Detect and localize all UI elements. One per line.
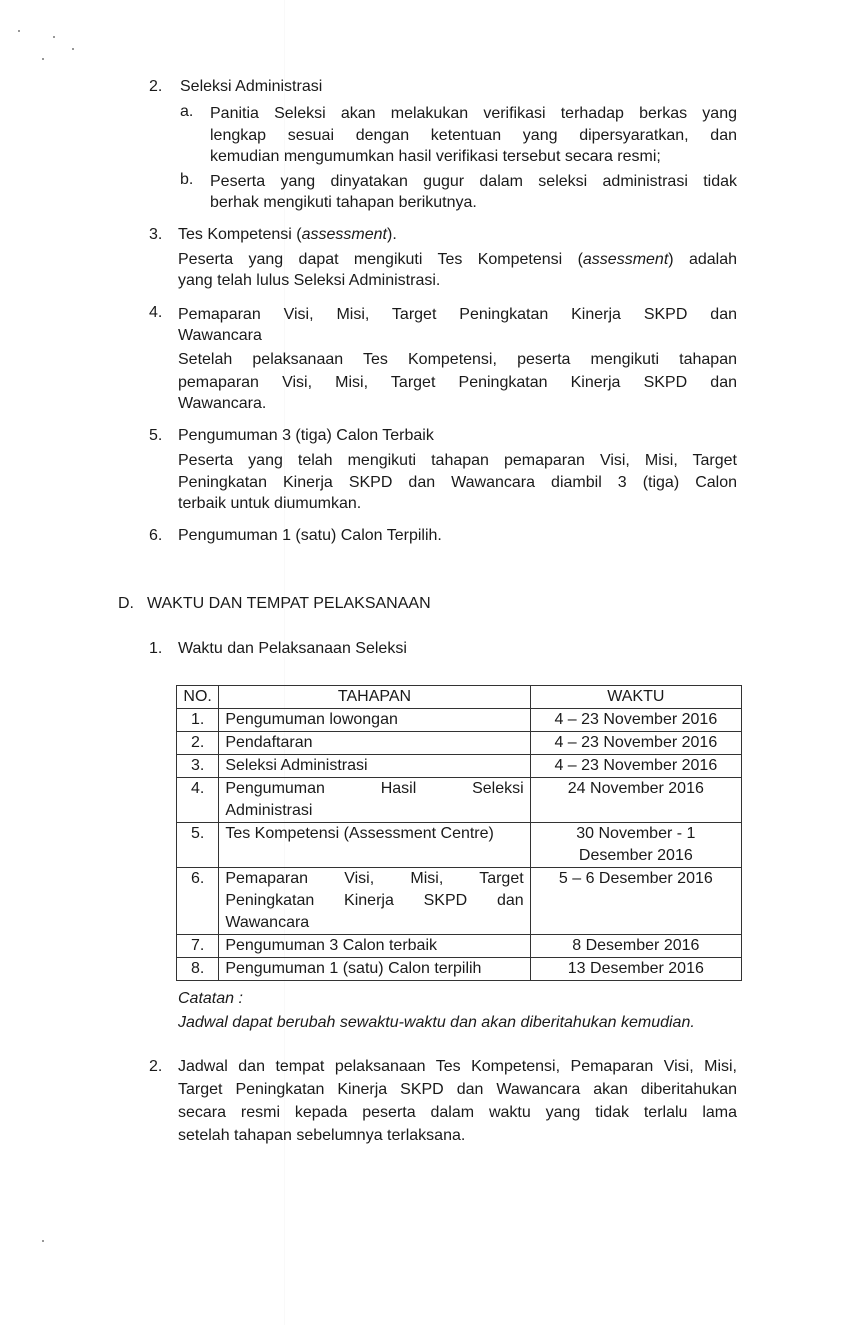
cell-no: 1. xyxy=(177,709,219,732)
item-number: 1. xyxy=(149,640,163,657)
paragraph-line: Setelah pelaksanaan Tes Kompetensi, peserta mengikuti tahapan xyxy=(178,351,737,368)
scan-speck xyxy=(72,48,74,50)
header-tahapan: TAHAPAN xyxy=(219,686,530,709)
table-row xyxy=(177,709,742,732)
table-row xyxy=(177,823,742,868)
cell-stage: Pengumuman 1 (satu) Calon terpilih xyxy=(219,958,530,981)
cell-no: 7. xyxy=(177,935,219,958)
subitem-marker: b. xyxy=(180,171,194,188)
table-row xyxy=(177,732,742,755)
table-row xyxy=(177,868,742,935)
section-marker: D. xyxy=(118,595,134,612)
cell-stage: Tes Kompetensi (Assessment Centre) xyxy=(219,823,530,868)
cell-stage-line: Peningkatan Kinerja SKPD dan xyxy=(225,892,524,909)
item-title-line: Wawancara xyxy=(178,327,262,344)
paragraph-line: Panitia Seleksi akan melakukan verifikasi terhadap berkas yang xyxy=(210,105,737,122)
cell-stage-line: Pemaparan Visi, Misi, Target xyxy=(225,870,524,887)
cell-time: 4 – 23 November 2016 xyxy=(530,755,741,778)
cell-time xyxy=(530,823,741,868)
item-title-line: Pemaparan Visi, Misi, Target Peningkatan Kinerja SKPD dan xyxy=(178,306,737,323)
cell-stage xyxy=(219,868,530,935)
table-row xyxy=(177,935,742,958)
cell-no: 5. xyxy=(177,823,219,868)
cell-stage-line: Wawancara xyxy=(225,914,310,931)
item-number: 3. xyxy=(149,226,163,243)
scan-speck xyxy=(53,36,55,38)
paragraph-line: yang telah lulus Seleksi Administrasi. xyxy=(178,272,441,289)
header-waktu: WAKTU xyxy=(530,686,741,709)
item-title: Tes Kompetensi (assessment). xyxy=(178,226,397,243)
paragraph-line: berhak mengikuti tahapan berikutnya. xyxy=(210,194,477,211)
item-number: 6. xyxy=(149,527,163,544)
scan-speck xyxy=(18,30,20,32)
paragraph-line: kemudian mengumumkan hasil verifikasi tersebut secara resmi; xyxy=(210,148,661,165)
table-row xyxy=(177,778,742,823)
schedule-table xyxy=(176,685,742,981)
cell-no: 6. xyxy=(177,868,219,935)
note-text: Jadwal dapat berubah sewaktu-waktu dan akan diberitahukan kemudian. xyxy=(178,1014,695,1031)
paragraph-line: pemaparan Visi, Misi, Target Peningkatan Kinerja SKPD dan xyxy=(178,374,737,391)
cell-time: 8 Desember 2016 xyxy=(530,935,741,958)
paragraph-line: Target Peningkatan Kinerja SKPD dan Wawancara akan diberitahukan xyxy=(178,1081,737,1098)
item-number: 2. xyxy=(149,78,163,95)
table-row xyxy=(177,755,742,778)
cell-no: 4. xyxy=(177,778,219,823)
item-number: 5. xyxy=(149,427,163,444)
scan-speck xyxy=(42,1240,44,1242)
paragraph-line: Jadwal dan tempat pelaksanaan Tes Kompetensi, Pemaparan Visi, Misi, xyxy=(178,1058,737,1075)
cell-stage: Seleksi Administrasi xyxy=(219,755,530,778)
paragraph-line: setelah tahapan sebelumnya terlaksana. xyxy=(178,1127,466,1144)
table-row xyxy=(177,958,742,981)
cell-stage: Pengumuman lowongan xyxy=(219,709,530,732)
item-title: Pengumuman 1 (satu) Calon Terpilih. xyxy=(178,527,442,544)
item-number: 4. xyxy=(149,304,163,321)
cell-time: 13 Desember 2016 xyxy=(530,958,741,981)
section-heading: WAKTU DAN TEMPAT PELAKSANAAN xyxy=(147,595,431,612)
table-header-row xyxy=(177,686,742,709)
cell-no: 8. xyxy=(177,958,219,981)
cell-no: 2. xyxy=(177,732,219,755)
item-title: Waktu dan Pelaksanaan Seleksi xyxy=(178,640,407,657)
cell-stage: Pengumuman 3 Calon terbaik xyxy=(219,935,530,958)
item-title: Seleksi Administrasi xyxy=(180,78,323,95)
subitem-marker: a. xyxy=(180,103,194,120)
cell-time-line: 30 November - 1 xyxy=(576,825,696,842)
cell-stage xyxy=(219,778,530,823)
cell-time-line: Desember 2016 xyxy=(578,847,693,864)
cell-no: 3. xyxy=(177,755,219,778)
cell-time: 4 – 23 November 2016 xyxy=(530,732,741,755)
paragraph-line: Peserta yang dinyatakan gugur dalam seleksi administrasi tidak xyxy=(210,173,737,190)
cell-time: 4 – 23 November 2016 xyxy=(530,709,741,732)
paragraph-line: secara resmi kepada peserta dalam waktu yang tidak terlalu lama xyxy=(178,1104,737,1121)
cell-stage: Pendaftaran xyxy=(219,732,530,755)
item-title: Pengumuman 3 (tiga) Calon Terbaik xyxy=(178,427,434,444)
paragraph-line: Wawancara. xyxy=(178,395,267,412)
cell-stage-line: Administrasi xyxy=(225,802,313,819)
header-no: NO. xyxy=(177,686,219,709)
paragraph-line: lengkap sesuai dengan ketentuan yang dipersyaratkan, dan xyxy=(210,127,737,144)
cell-time: 5 – 6 Desember 2016 xyxy=(530,868,741,935)
note-label: Catatan : xyxy=(178,990,243,1007)
paragraph-line: Peserta yang telah mengikuti tahapan pemaparan Visi, Misi, Target xyxy=(178,452,737,469)
paragraph-line: terbaik untuk diumumkan. xyxy=(178,495,362,512)
paragraph-line: Peserta yang dapat mengikuti Tes Kompetensi (assessment) adalah xyxy=(178,251,737,268)
scan-speck xyxy=(42,58,44,60)
cell-stage-line: Pengumuman Hasil Seleksi xyxy=(225,780,524,797)
cell-time: 24 November 2016 xyxy=(530,778,741,823)
paragraph-line: Peningkatan Kinerja SKPD dan Wawancara diambil 3 (tiga) Calon xyxy=(178,474,737,491)
item-number: 2. xyxy=(149,1058,163,1075)
